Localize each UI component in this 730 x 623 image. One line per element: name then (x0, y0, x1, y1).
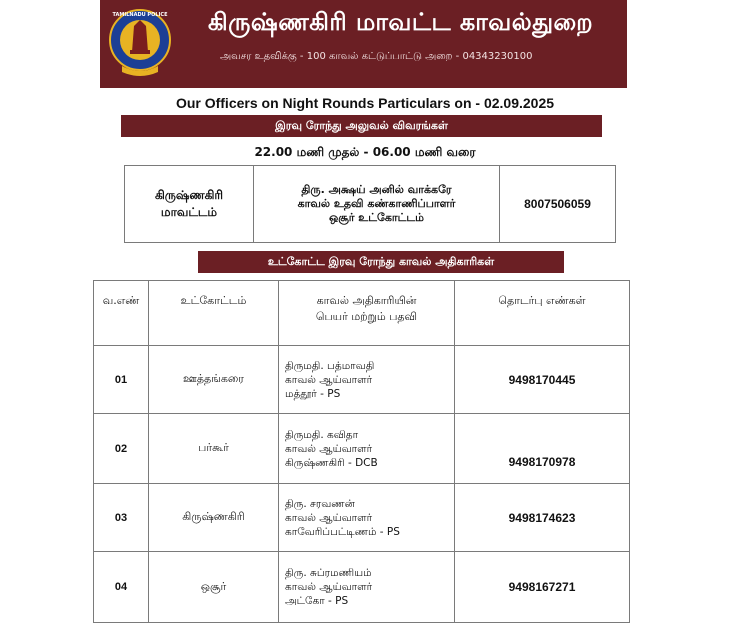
table-row (94, 484, 630, 552)
header-phone: தொடர்பு எண்கள் (455, 281, 630, 346)
row-officer (279, 414, 455, 484)
district-officer-cell (254, 166, 500, 243)
row-officer (279, 552, 455, 623)
table-row (94, 552, 630, 623)
officer-name: திரு. அக்ஷய் அனில் வாக்கரே (301, 183, 452, 196)
officer-station: அட்கோ - PS (285, 595, 349, 607)
officer-name: திருமதி. பத்மாவதி (285, 359, 375, 372)
header-officer-line: பெயர் மற்றும் பதவி (315, 310, 418, 323)
district-officer-row (125, 166, 616, 243)
tamilnadu-police-logo (108, 6, 172, 78)
page-title: Our Officers on Night Rounds Particulars on - 02.09.2025 (175, 95, 555, 111)
table-row (94, 414, 630, 484)
district-officer-table (124, 165, 616, 243)
officer-rank: காவல் ஆய்வாளர் (285, 511, 373, 524)
row-phone: 9498170978 (455, 414, 630, 484)
header-officer (279, 281, 455, 346)
table-row (94, 346, 630, 414)
officer-rank: காவல் ஆய்வாளர் (285, 373, 373, 386)
timing-text: 22.00 மணி முதல் - 06.00 மணி வரை (254, 145, 476, 159)
row-sno: 02 (94, 414, 149, 484)
officer-rank: காவல் உதவி கண்காணிப்பாளர் (297, 197, 456, 210)
row-subdivision: பர்கூர் (149, 414, 279, 484)
row-officer (279, 346, 455, 414)
row-phone: 9498170445 (455, 346, 630, 414)
officers-table (93, 280, 630, 623)
district-phone: 8007506059 (500, 166, 616, 243)
row-phone: 9498167271 (455, 552, 630, 623)
row-sno: 04 (94, 552, 149, 623)
officer-name: திரு. சுப்ரமணியம் (285, 567, 372, 579)
header-title: கிருஷ்ணகிரி மாவட்ட காவல்துறை (207, 8, 594, 36)
row-phone: 9498174623 (455, 484, 630, 552)
table-header-row (94, 281, 630, 346)
officer-name: திருமதி. கவிதா (285, 428, 359, 441)
officer-station: மத்தூர் - PS (285, 387, 341, 400)
section-night-rounds-label: இரவு ரோந்து அலுவல் விவரங்கள் (121, 115, 602, 137)
row-officer (279, 484, 455, 552)
district-line: மாவட்டம் (160, 205, 218, 219)
officer-station: கிருஷ்ணகிரி - DCB (285, 456, 378, 469)
district-cell (125, 166, 254, 243)
section-subdivision-officers-label: உட்கோட்ட இரவு ரோந்து காவல் அதிகாரிகள் (198, 251, 564, 273)
header-officer-line: காவல் அதிகாரியின் (316, 294, 417, 307)
officer-rank: காவல் ஆய்வாளர் (285, 581, 373, 593)
header-sno: வ.எண் (94, 281, 149, 346)
officer-station: ஒசூர் உட்கோட்டம் (328, 211, 424, 224)
row-subdivision: கிருஷ்ணகிரி (149, 484, 279, 552)
header-subdivision: உட்கோட்டம் (149, 281, 279, 346)
header-banner (100, 0, 627, 88)
row-sno: 03 (94, 484, 149, 552)
row-subdivision: ஒசூர் (149, 552, 279, 623)
officer-name: திரு. சரவணன் (285, 497, 355, 510)
row-subdivision: ஊத்தங்கரை (149, 346, 279, 414)
officer-station: காவேரிப்பட்டிணம் - PS (285, 525, 400, 538)
officer-rank: காவல் ஆய்வாளர் (285, 442, 373, 455)
header-subtitle: அவசர உதவிக்கு - 100 காவல் கட்டுப்பாட்டு அறை - 04343230100 (220, 51, 533, 62)
row-sno: 01 (94, 346, 149, 414)
svg-text:TAMILNADU POLICE: TAMILNADU POLICE (112, 12, 168, 18)
district-line: கிருஷ்ணகிரி (154, 188, 224, 202)
